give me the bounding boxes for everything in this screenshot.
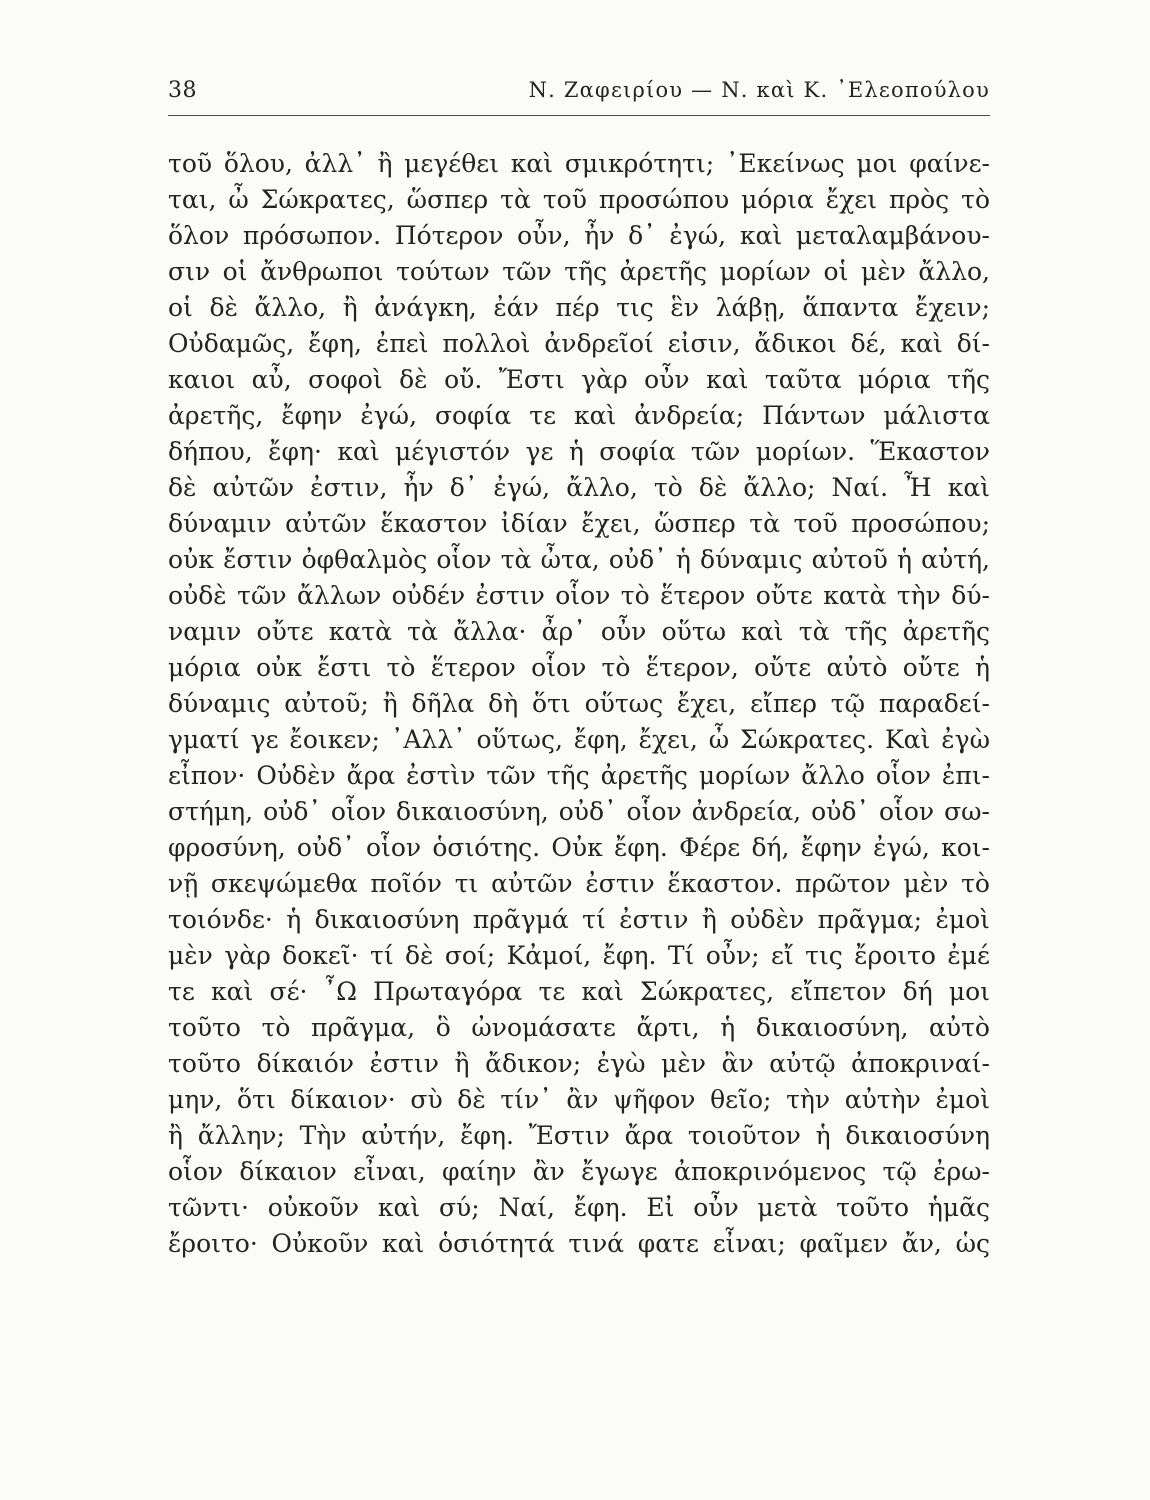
text-line: μόρια οὐκ ἔστι τὸ ἕτερον οἷον τὸ ἕτερον, οὔτε αὐτὸ οὔτε ἡ bbox=[168, 653, 990, 682]
text-line: οὐδὲ τῶν ἄλλων οὐδέν ἐστιν οἷον τὸ ἕτερον οὔτε κατὰ τὴν δύ- bbox=[168, 581, 990, 610]
text-line: γματί γε ἔοικεν; ᾿Αλλ᾿ οὕτως, ἔφη, ἔχει, ὦ Σώκρατες. Καὶ ἐγὼ bbox=[168, 725, 990, 754]
text-line: μὲν γὰρ δοκεῖ· τί δὲ σοί; Κἀμοί, ἔφη. Τί οὖν; εἴ τις ἔροιτο ἐμέ bbox=[168, 941, 990, 970]
text-line: ται, ὦ Σώκρατες, ὥσπερ τὰ τοῦ προσώπου μόρια ἔχει πρὸς τὸ bbox=[168, 185, 990, 214]
text-line: ἢ ἄλλην; Τὴν αὐτήν, ἔφη. Ἔστιν ἄρα τοιοῦτον ἡ δικαιοσύνη bbox=[168, 1121, 990, 1150]
text-line: οἷον δίκαιον εἶναι, φαίην ἂν ἔγωγε ἀποκρινόμενος τῷ ἐρω- bbox=[168, 1157, 990, 1186]
text-line: σιν οἱ ἄνθρωποι τούτων τῶν τῆς ἀρετῆς μορίων οἱ μὲν ἄλλο, bbox=[168, 257, 990, 286]
text-line: δήπου, ἔφη· καὶ μέγιστόν γε ἡ σοφία τῶν μορίων. Ἕκαστον bbox=[168, 437, 990, 466]
text-line: τοῦ ὅλου, ἀλλ᾿ ἢ μεγέθει καὶ σμικρότητι; ᾿Εκείνως μοι φαίνε- bbox=[168, 149, 990, 178]
text-line: ἀρετῆς, ἔφην ἐγώ, σοφία τε καὶ ἀνδρεία; Πάντων μάλιστα bbox=[168, 401, 990, 430]
text-line: δύναμιν αὐτῶν ἕκαστον ἰδίαν ἔχει, ὥσπερ τὰ τοῦ προσώπου; bbox=[168, 509, 990, 538]
text-line: οἱ δὲ ἄλλο, ἢ ἀνάγκη, ἐάν πέρ τις ἓν λάβῃ, ἅπαντα ἔχειν; bbox=[168, 293, 990, 322]
text-line: τε καὶ σέ· ῏Ω Πρωταγόρα τε καὶ Σώκρατες, εἴπετον δή μοι bbox=[168, 977, 990, 1006]
header-rule bbox=[168, 115, 990, 116]
text-line: εἶπον· Οὐδὲν ἄρα ἐστὶν τῶν τῆς ἀρετῆς μορίων ἄλλο οἷον ἐπι- bbox=[168, 761, 990, 790]
text-line: ὅλον πρόσωπον. Πότερον οὖν, ἦν δ᾿ ἐγώ, καὶ μεταλαμβάνου- bbox=[168, 221, 990, 250]
text-line: φροσύνη, οὐδ᾿ οἷον ὁσιότης. Οὐκ ἔφη. Φέρε δή, ἔφην ἐγώ, κοι- bbox=[168, 833, 990, 862]
text-line: δύναμις αὐτοῦ; ἢ δῆλα δὴ ὅτι οὕτως ἔχει, εἴπερ τῷ παραδεί- bbox=[168, 689, 990, 718]
page-number: 38 bbox=[168, 78, 197, 103]
running-head bbox=[168, 78, 990, 112]
running-head-title: Ν. Ζαφειρίου — Ν. καὶ Κ. ᾿Ελεοπούλου bbox=[528, 78, 990, 102]
text-line: ναμιν οὔτε κατὰ τὰ ἄλλα· ἆρ᾿ οὖν οὕτω καὶ τὰ τῆς ἀρετῆς bbox=[168, 617, 990, 646]
text-line: νῇ σκεψώμεθα ποῖόν τι αὐτῶν ἐστιν ἕκαστον. πρῶτον μὲν τὸ bbox=[168, 869, 990, 898]
text-line: δὲ αὐτῶν ἐστιν, ἦν δ᾿ ἐγώ, ἄλλο, τὸ δὲ ἄλλο; Ναί. Ἦ καὶ bbox=[168, 473, 990, 502]
text-line: τοῦτο δίκαιόν ἐστιν ἢ ἄδικον; ἐγὼ μὲν ἂν αὐτῷ ἀποκριναί- bbox=[168, 1049, 990, 1078]
text-line: ἔροιτο· Οὐκοῦν καὶ ὁσιότητά τινά φατε εἶναι; φαῖμεν ἄν, ὡς bbox=[168, 1229, 990, 1258]
text-line: μην, ὅτι δίκαιον· σὺ δὲ τίν᾿ ἂν ψῆφον θεῖο; τὴν αὐτὴν ἐμοὶ bbox=[168, 1085, 990, 1114]
text-line: τοιόνδε· ἡ δικαιοσύνη πρᾶγμά τί ἐστιν ἢ οὐδὲν πρᾶγμα; ἐμοὶ bbox=[168, 905, 990, 934]
text-line: τοῦτο τὸ πρᾶγμα, ὃ ὠνομάσατε ἄρτι, ἡ δικαιοσύνη, αὐτὸ bbox=[168, 1013, 990, 1042]
text-line: στήμη, οὐδ᾿ οἷον δικαιοσύνη, οὐδ᾿ οἷον ἀνδρεία, οὐδ᾿ οἷον σω- bbox=[168, 797, 990, 826]
text-line: Οὐδαμῶς, ἔφη, ἐπεὶ πολλοὶ ἀνδρεῖοί εἰσιν, ἄδικοι δέ, καὶ δί- bbox=[168, 329, 990, 358]
text-line: τῶντι· οὐκοῦν καὶ σύ; Ναί, ἔφη. Εἰ οὖν μετὰ τοῦτο ἡμᾶς bbox=[168, 1193, 990, 1222]
text-line: καιοι αὖ, σοφοὶ δὲ οὔ. Ἔστι γὰρ οὖν καὶ ταῦτα μόρια τῆς bbox=[168, 365, 990, 394]
text-line: οὐκ ἔστιν ὀφθαλμὸς οἷον τὰ ὦτα, οὐδ᾿ ἡ δύναμις αὐτοῦ ἡ αὐτή, bbox=[168, 545, 990, 574]
body-text bbox=[168, 146, 990, 1262]
